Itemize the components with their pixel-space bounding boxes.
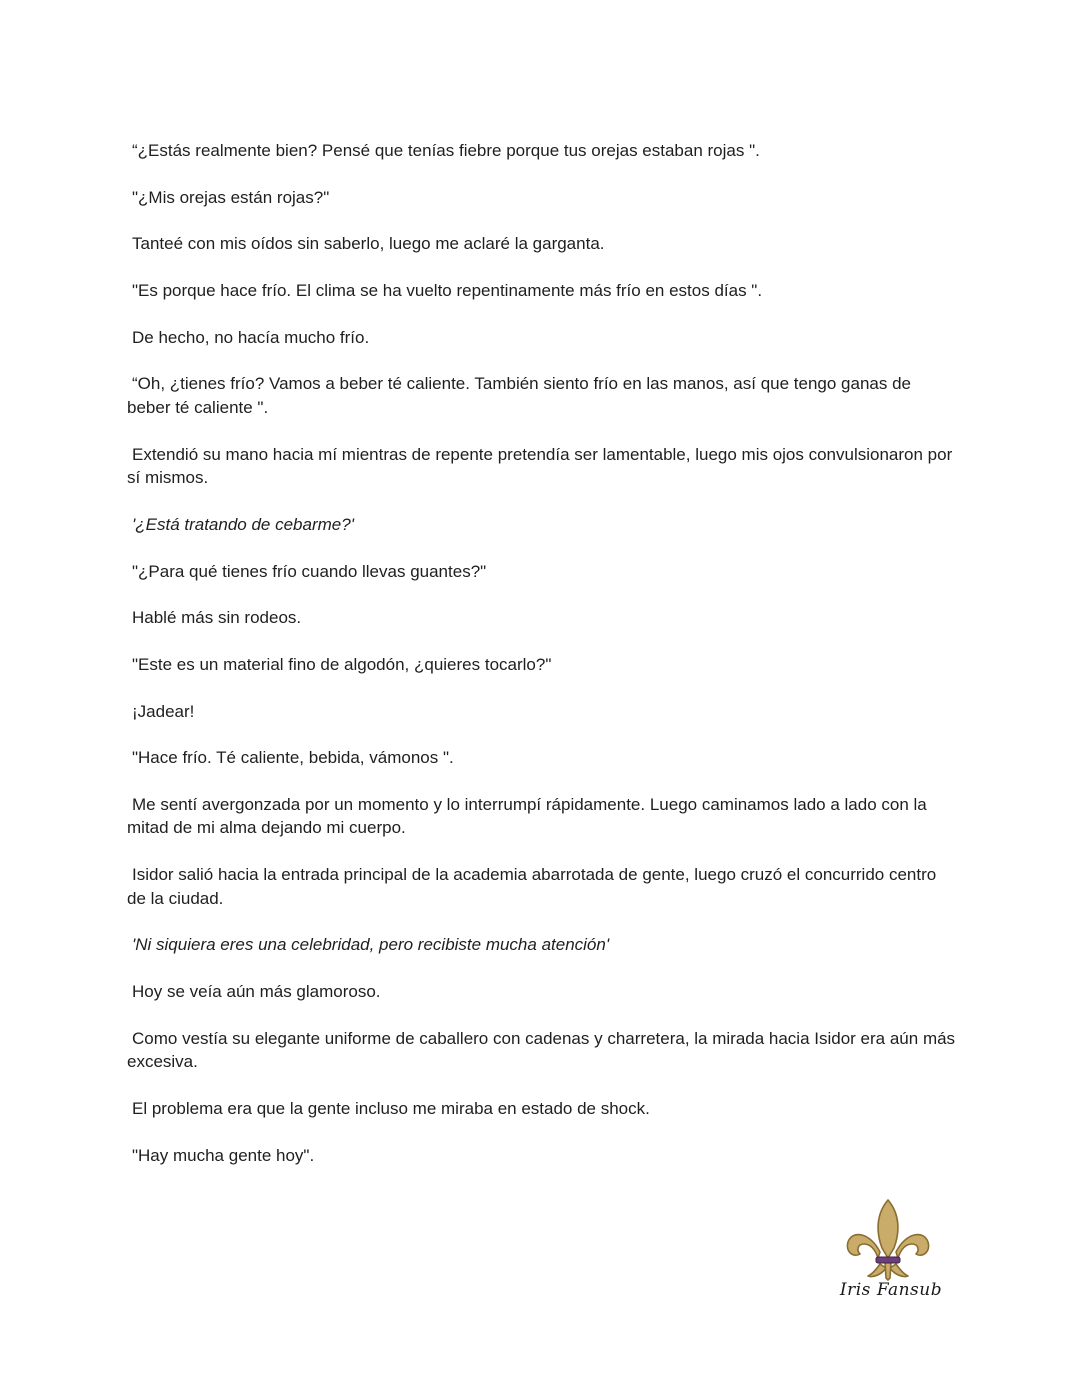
- paragraph: [127, 606, 957, 630]
- paragraph-text: Tanteé con mis oídos sin saberlo, luego me aclaré la garganta.: [132, 234, 605, 254]
- paragraph-text: "Hace frío. Té caliente, bebida, vámonos ".: [132, 748, 454, 768]
- document-text: [127, 139, 957, 1190]
- paragraph-text: "Este es un material fino de algodón, ¿quieres tocarlo?": [132, 654, 552, 674]
- paragraph-text: Hoy se veía aún más glamoroso.: [132, 982, 381, 1001]
- paragraph: [127, 1097, 957, 1121]
- paragraph: [127, 1144, 957, 1168]
- paragraph: [127, 793, 957, 840]
- iris-fansub-logo: [836, 1196, 946, 1306]
- paragraph-text: Me sentí avergonzada por un momento y lo interrumpí rápidamente. Luego caminamos lado a lado con la mitad de mi alma dejando mi cuerpo.: [127, 794, 927, 838]
- paragraph: [127, 326, 957, 350]
- paragraph-text: 'Ni siquiera eres una celebridad, pero recibiste mucha atención': [132, 935, 610, 955]
- paragraph-text: "¿Mis orejas están rojas?": [132, 187, 330, 207]
- paragraph-text: Extendió su mano hacia mí mientras de repente pretendía ser lamentable, luego mis ojos convulsionaron por sí mismos.: [127, 444, 953, 488]
- paragraph-text: '¿Está tratando de cebarme?': [132, 514, 354, 534]
- paragraph-text: "Hay mucha gente hoy".: [132, 1145, 315, 1165]
- paragraph: [127, 139, 957, 163]
- paragraph-text: Como vestía su elegante uniforme de caballero con cadenas y charretera, la mirada hacia Isidor era aún más excesiva.: [127, 1028, 956, 1072]
- paragraph: [127, 863, 957, 910]
- paragraph: [127, 980, 957, 1004]
- paragraph: [127, 232, 957, 256]
- fleur-de-lis-icon: [836, 1196, 946, 1282]
- paragraph: [127, 279, 957, 303]
- paragraph: [127, 1027, 957, 1074]
- paragraph-text: "¿Para qué tienes frío cuando llevas guantes?": [132, 561, 487, 581]
- paragraph-text: “Oh, ¿tienes frío? Vamos a beber té caliente. También siento frío en las manos, así que tengo ganas de beber té caliente ".: [127, 374, 911, 417]
- paragraph: [127, 372, 957, 419]
- paragraph: [127, 186, 957, 210]
- paragraph-text: De hecho, no hacía mucho frío.: [132, 327, 370, 347]
- paragraph: [127, 653, 957, 677]
- paragraph-text: El problema era que la gente incluso me miraba en estado de shock.: [132, 1098, 650, 1118]
- paragraph: [127, 443, 957, 490]
- paragraph-text: Isidor salió hacia la entrada principal de la academia abarrotada de gente, luego cruzó el concurrido centro de la ciudad.: [127, 865, 937, 908]
- paragraph-text: “¿Estás realmente bien? Pensé que tenías fiebre porque tus orejas estaban rojas ".: [132, 141, 760, 160]
- paragraph-text: "Es porque hace frío. El clima se ha vuelto repentinamente más frío en estos días ".: [132, 281, 763, 301]
- paragraph-text: ¡Jadear!: [132, 701, 195, 721]
- paragraph: [127, 933, 957, 957]
- paragraph: [127, 560, 957, 584]
- paragraph-text: Hablé más sin rodeos.: [132, 608, 302, 628]
- paragraph: [127, 700, 957, 724]
- paragraph: [127, 513, 957, 537]
- logo-text: Iris Fansub: [839, 1280, 943, 1300]
- paragraph: [127, 746, 957, 770]
